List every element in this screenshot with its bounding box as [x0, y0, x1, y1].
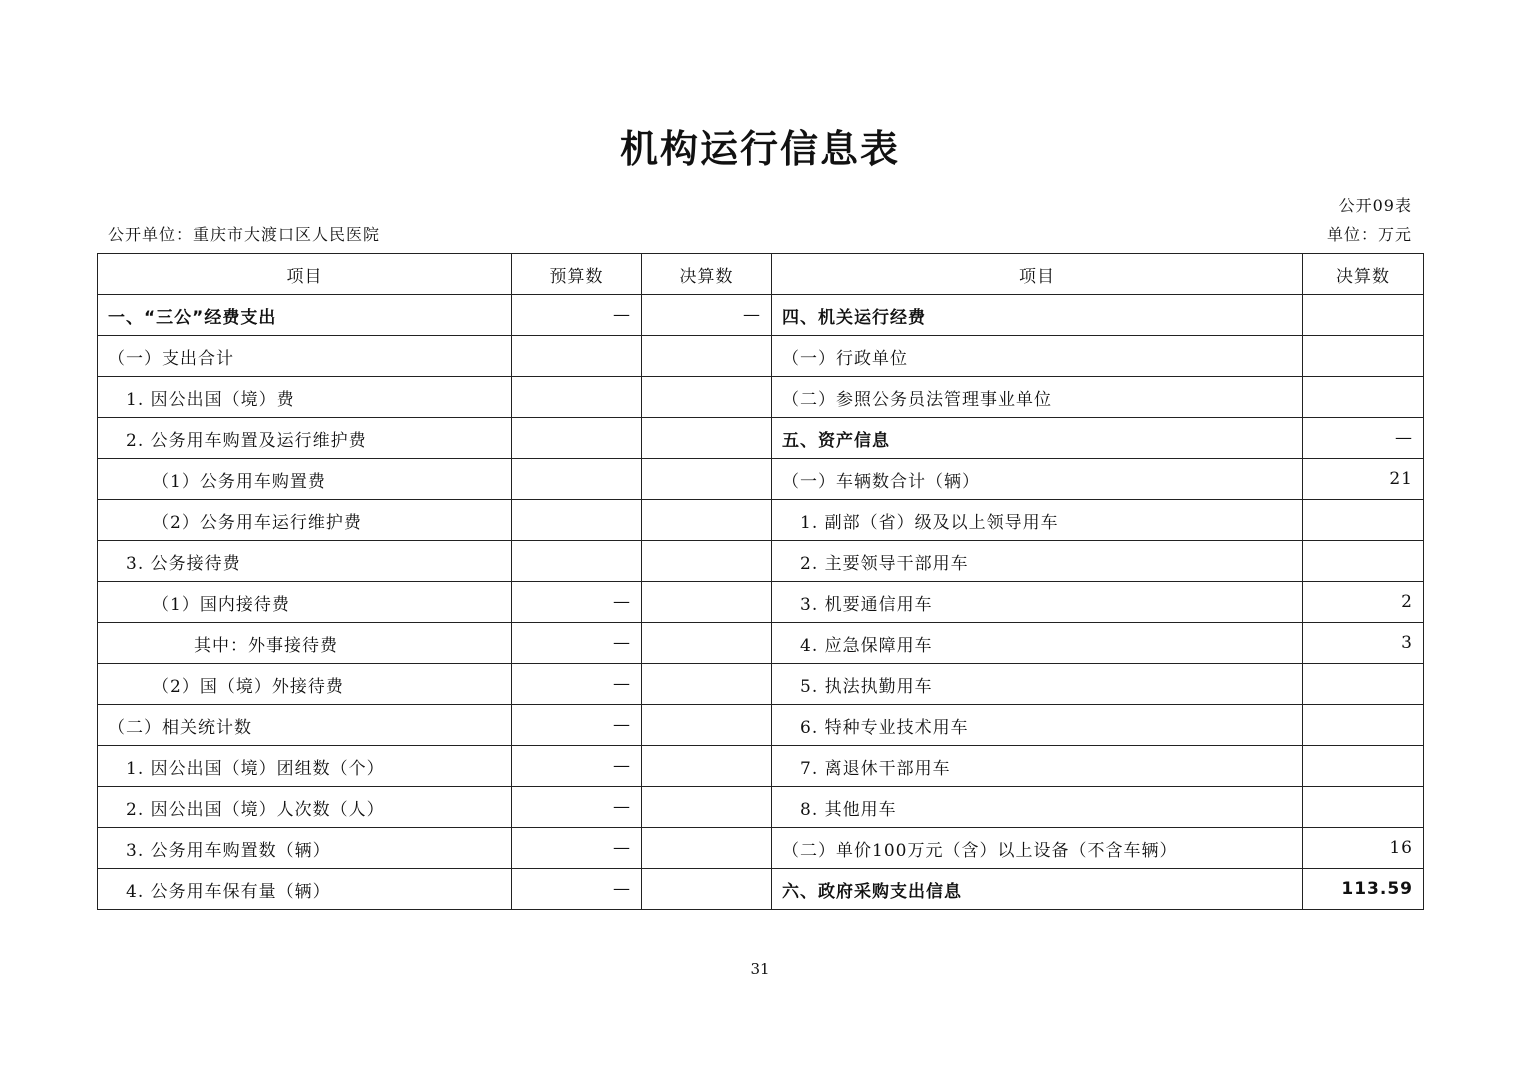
- table-row: [98, 459, 1424, 500]
- left-final-value: [642, 869, 772, 910]
- left-item-label: 1. 因公出国（境）团组数（个）: [98, 746, 512, 787]
- left-final-value: [642, 459, 772, 500]
- right-final-value: 3: [1303, 623, 1424, 664]
- right-final-value: 16: [1303, 828, 1424, 869]
- left-final-value: [642, 336, 772, 377]
- left-item-label: （1）公务用车购置费: [98, 459, 512, 500]
- left-budget-value: —: [512, 582, 642, 623]
- left-item-label: 2. 因公出国（境）人次数（人）: [98, 787, 512, 828]
- right-final-value: [1303, 746, 1424, 787]
- table-row: [98, 705, 1424, 746]
- left-budget-value: [512, 541, 642, 582]
- page-title: 机构运行信息表: [619, 127, 900, 171]
- table-row: [98, 664, 1424, 705]
- left-item-label: 3. 公务接待费: [98, 541, 512, 582]
- right-item-label: 六、政府采购支出信息: [772, 869, 1303, 910]
- left-item-label: （1）国内接待费: [98, 582, 512, 623]
- currency-unit: 单位：万元: [1326, 225, 1412, 244]
- right-final-value: 2: [1303, 582, 1424, 623]
- right-item-label: 8. 其他用车: [772, 787, 1303, 828]
- left-budget-value: [512, 377, 642, 418]
- header-final-left: 决算数: [642, 254, 772, 295]
- left-budget-value: —: [512, 705, 642, 746]
- table-row: [98, 582, 1424, 623]
- left-final-value: [642, 418, 772, 459]
- left-budget-value: —: [512, 664, 642, 705]
- reporting-unit: 公开单位：重庆市大渡口区人民医院: [108, 225, 381, 244]
- left-final-value: [642, 705, 772, 746]
- right-item-label: 五、资产信息: [772, 418, 1303, 459]
- left-item-label: 2. 公务用车购置及运行维护费: [98, 418, 512, 459]
- table-row: [98, 869, 1424, 910]
- right-final-value: [1303, 377, 1424, 418]
- left-final-value: [642, 500, 772, 541]
- right-item-label: 6. 特种专业技术用车: [772, 705, 1303, 746]
- right-final-value: [1303, 500, 1424, 541]
- header-item-left: 项目: [98, 254, 512, 295]
- left-budget-value: [512, 459, 642, 500]
- left-item-label: （一）支出合计: [98, 336, 512, 377]
- table-row: [98, 418, 1424, 459]
- table-row: [98, 336, 1424, 377]
- header-final-right: 决算数: [1303, 254, 1424, 295]
- left-budget-value: —: [512, 787, 642, 828]
- table-row: [98, 828, 1424, 869]
- right-final-value: [1303, 541, 1424, 582]
- left-budget-value: —: [512, 746, 642, 787]
- left-final-value: [642, 664, 772, 705]
- left-item-label: （二）相关统计数: [98, 705, 512, 746]
- left-final-value: —: [642, 295, 772, 336]
- left-budget-value: [512, 500, 642, 541]
- left-budget-value: —: [512, 828, 642, 869]
- left-item-label: 一、“三公”经费支出: [98, 295, 512, 336]
- left-budget-value: [512, 336, 642, 377]
- right-final-value: 113.59: [1303, 869, 1424, 910]
- left-budget-value: —: [512, 295, 642, 336]
- left-item-label: （2）公务用车运行维护费: [98, 500, 512, 541]
- form-code: 公开09表: [1338, 196, 1412, 215]
- left-final-value: [642, 746, 772, 787]
- table-row: [98, 541, 1424, 582]
- right-final-value: [1303, 787, 1424, 828]
- left-item-label: 1. 因公出国（境）费: [98, 377, 512, 418]
- left-budget-value: [512, 418, 642, 459]
- right-item-label: 7. 离退休干部用车: [772, 746, 1303, 787]
- table-row: [98, 295, 1424, 336]
- header-item-right: 项目: [772, 254, 1303, 295]
- table-row: [98, 377, 1424, 418]
- left-item-label: 3. 公务用车购置数（辆）: [98, 828, 512, 869]
- page-number: 31: [750, 960, 770, 978]
- left-final-value: [642, 377, 772, 418]
- table-row: [98, 500, 1424, 541]
- table-header-row: [98, 254, 1424, 295]
- left-final-value: [642, 828, 772, 869]
- right-item-label: （一）行政单位: [772, 336, 1303, 377]
- right-item-label: 3. 机要通信用车: [772, 582, 1303, 623]
- left-item-label: 其中：外事接待费: [98, 623, 512, 664]
- header-budget: 预算数: [512, 254, 642, 295]
- table-row: [98, 787, 1424, 828]
- right-final-value: —: [1303, 418, 1424, 459]
- right-item-label: （二）参照公务员法管理事业单位: [772, 377, 1303, 418]
- left-final-value: [642, 582, 772, 623]
- right-item-label: 2. 主要领导干部用车: [772, 541, 1303, 582]
- left-item-label: 4. 公务用车保有量（辆）: [98, 869, 512, 910]
- right-final-value: [1303, 705, 1424, 746]
- right-item-label: 5. 执法执勤用车: [772, 664, 1303, 705]
- left-budget-value: —: [512, 623, 642, 664]
- right-item-label: 1. 副部（省）级及以上领导用车: [772, 500, 1303, 541]
- right-final-value: 21: [1303, 459, 1424, 500]
- right-item-label: （一）车辆数合计（辆）: [772, 459, 1303, 500]
- table-row: [98, 623, 1424, 664]
- right-final-value: [1303, 664, 1424, 705]
- right-item-label: 4. 应急保障用车: [772, 623, 1303, 664]
- right-item-label: 四、机关运行经费: [772, 295, 1303, 336]
- right-item-label: （二）单价100万元（含）以上设备（不含车辆）: [772, 828, 1303, 869]
- table-row: [98, 746, 1424, 787]
- info-table: [97, 253, 1424, 910]
- left-budget-value: —: [512, 869, 642, 910]
- right-final-value: [1303, 336, 1424, 377]
- right-final-value: [1303, 295, 1424, 336]
- left-final-value: [642, 623, 772, 664]
- left-item-label: （2）国（境）外接待费: [98, 664, 512, 705]
- left-final-value: [642, 787, 772, 828]
- left-final-value: [642, 541, 772, 582]
